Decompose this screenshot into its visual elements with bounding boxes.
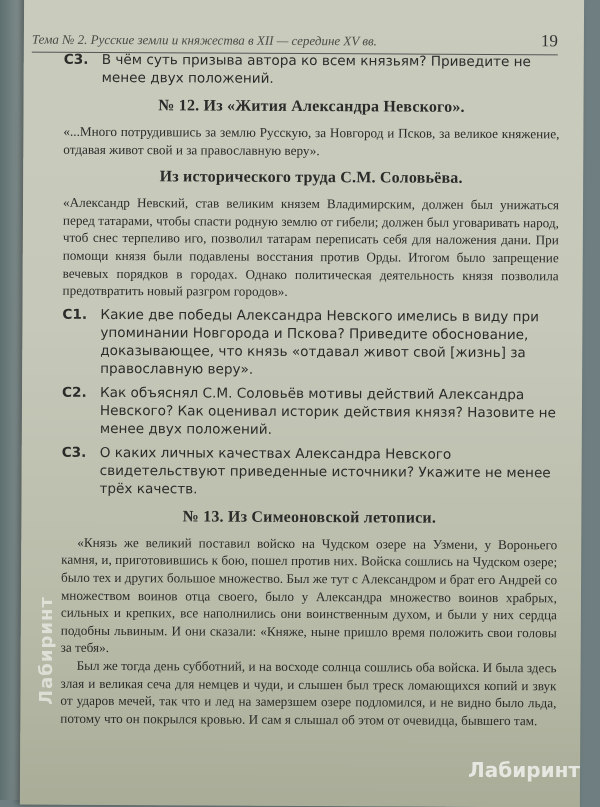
chronicle-paragraph-2: Был же тогда день субботний, и на восходе солнца сошлись оба войска. И была здесь злая и великая сеча для немцев и чуди, и слышен был треск ломающихся копий и звук от ударов мечей, так что и лед на замерзшем озере подломился, и не видно было льда, потому что он покрылся кровью. И сам я слышал об этом от очевидца, бывшего там. bbox=[60, 657, 557, 728]
heading-soloviev: Из исторического труда С.М. Соловьёва. bbox=[159, 168, 463, 188]
question-c3 bbox=[61, 443, 557, 500]
header-title: Тема № 2. Русские земли и княжества в XII — середине XV вв. bbox=[31, 31, 377, 49]
question-c3-top bbox=[64, 51, 560, 90]
heading-doc-12: № 12. Из «Жития Александра Невского». bbox=[158, 97, 465, 116]
quote-soloviev: «Александр Невский, став великим князем Владимирским, должен был унижаться перед татарами, чтобы спасти родную землю от гибели; должен был уговаривать народ, чтоб снес терпеливо иго, позволил татарам переписать себя для наложения дани. При помощи князя были подавлены восстания против Орды. Итогом было запрещение вечевых порядков в городах. Однако политическая деятельность князя позволила предотвратить новый разгром городов». bbox=[62, 194, 560, 300]
page-number: 19 bbox=[540, 31, 558, 51]
watermark-right: Лабиринт bbox=[468, 758, 580, 782]
page-content bbox=[60, 51, 560, 730]
question-c1 bbox=[62, 305, 558, 380]
book-page bbox=[20, 0, 584, 807]
question-text: О каких личных качествах Александра Невского свидетельствуют приведенные источники? Укажите не менее трёх качеств. bbox=[99, 444, 551, 498]
question-c2 bbox=[62, 383, 558, 440]
question-label: С3. bbox=[63, 51, 89, 68]
watermark-left: Лабиринт bbox=[35, 596, 57, 705]
question-label: С3. bbox=[61, 444, 87, 461]
heading-doc-13: № 13. Из Симеоновской летописи. bbox=[182, 508, 437, 527]
chronicle-paragraph-1: «Князь же великий поставил войско на Чудском озере на Узмени, у Вороньего камня, и, приготовившись к бою, пошел против них. Войска сошлись на Чудском озере; было тех и других большое множество. Был же тут с Александром и брат его Андрей со множеством воинов отца своего, было у Александра множество воинов храбрых, сильных и крепких, все наполнились они воинственным духом, и были у них сердца подобны львиным. И они сказали: «Княже, ныне пришло время положить свои головы за тебя». bbox=[60, 534, 558, 656]
question-label: С1. bbox=[62, 306, 88, 323]
question-text: Какие две победы Александра Невского имелись в виду при упоминании Новгорода и Пскова? Приведите обоснование, доказывающее, что князь «отдавал живот свой [жизнь] за православную веру». bbox=[100, 306, 540, 378]
question-text: Как объяснял С.М. Соловьёв мотивы действий Александра Невского? Как оценивал историк действия князя? Назовите не менее двух положений. bbox=[99, 384, 556, 438]
question-label: С2. bbox=[61, 384, 87, 401]
quote-zhitie: «...Много потрудившись за землю Русскую, за Новгород и Псков, за великое княжение, отдавая живот свой и за православную веру». bbox=[63, 123, 560, 158]
question-text: В чём суть призыва автора ко всем князьям? Приведите не менее двух положений. bbox=[101, 51, 531, 87]
